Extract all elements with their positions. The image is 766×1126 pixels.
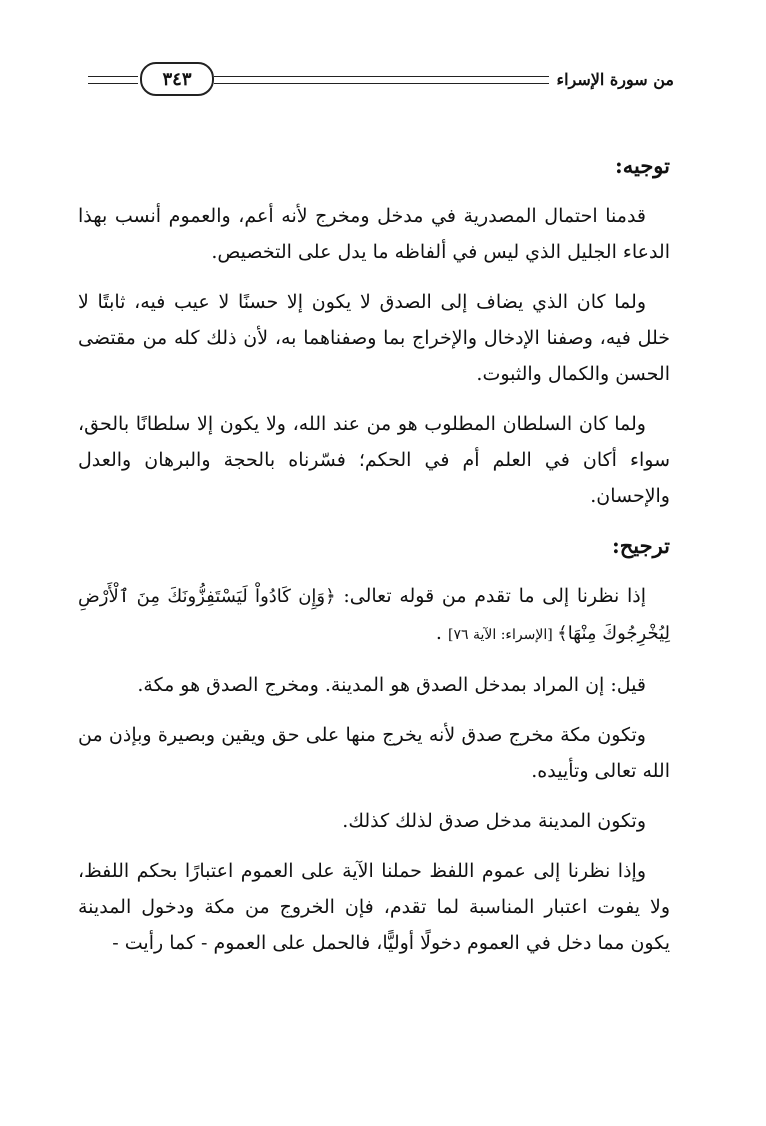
paragraph: قدمنا احتمال المصدرية في مدخل ومخرج لأنه أعم، والعموم أنسب بهذا الدعاء الجليل الذي ليس في ألفاظه ما يدل على التخصيص. [78,205,670,263]
header-rule-left [88,76,138,84]
verse-end: . [435,622,449,644]
paragraph: قيل: إن المراد بمدخل الصدق هو المدينة. ومخرج الصدق هو مكة. [137,674,646,696]
page-body [78,148,670,975]
section-heading-tarjih: ترجيح: [611,533,670,558]
verse-intro: إذا نظرنا إلى ما تقدم من قوله تعالى: [335,585,646,607]
paragraph: وإذا نظرنا إلى عموم اللفظ حملنا الآية على العموم اعتبارًا بحكم اللفظ، ولا يفوت اعتبار المناسبة لما تقدم، فإن الخروج من مكة ودخول المدينة يكون مما دخل في العموم دخولًا أوليًّا، فالحمل على العموم - كما رأيت - [78,860,670,954]
paragraph: وتكون المدينة مدخل صدق لذلك كذلك. [342,810,646,832]
section-heading-tawjih: توجيه: [614,153,670,178]
verse-reference: [الإسراء: الآية ٧٦] [448,627,558,643]
quran-verse: ﴿وَإِن كَادُواْ لَيَسْتَفِزُّونَكَ مِنَ ٱلْأَرْضِ لِيُخْرِجُوكَ مِنْهَا﴾ [78,586,670,644]
page-number: ٣٤٣ [140,62,214,96]
surah-title: من سورة الإسراء [549,70,674,89]
running-header [88,62,680,98]
paragraph: وتكون مكة مخرج صدق لأنه يخرج منها على حق ويقين وبصيرة وبإذن من الله تعالى وتأييده. [78,724,670,782]
paragraph-with-verse [78,578,670,653]
paragraph: ولما كان السلطان المطلوب هو من عند الله، ولا يكون إلا سلطانًا بالحق، سواء أكان في العلم أم في الحكم؛ فسّرناه بالحجة والبرهان والعدل والإحسان. [78,413,670,507]
paragraph: ولما كان الذي يضاف إلى الصدق لا يكون إلا حسنًا لا عيب فيه، ثابتًا لا خلل فيه، وصفنا الإدخال والإخراج بما وصفناهما به، لأن ذلك كله من مقتضى الحسن والكمال والثبوت. [78,291,670,385]
